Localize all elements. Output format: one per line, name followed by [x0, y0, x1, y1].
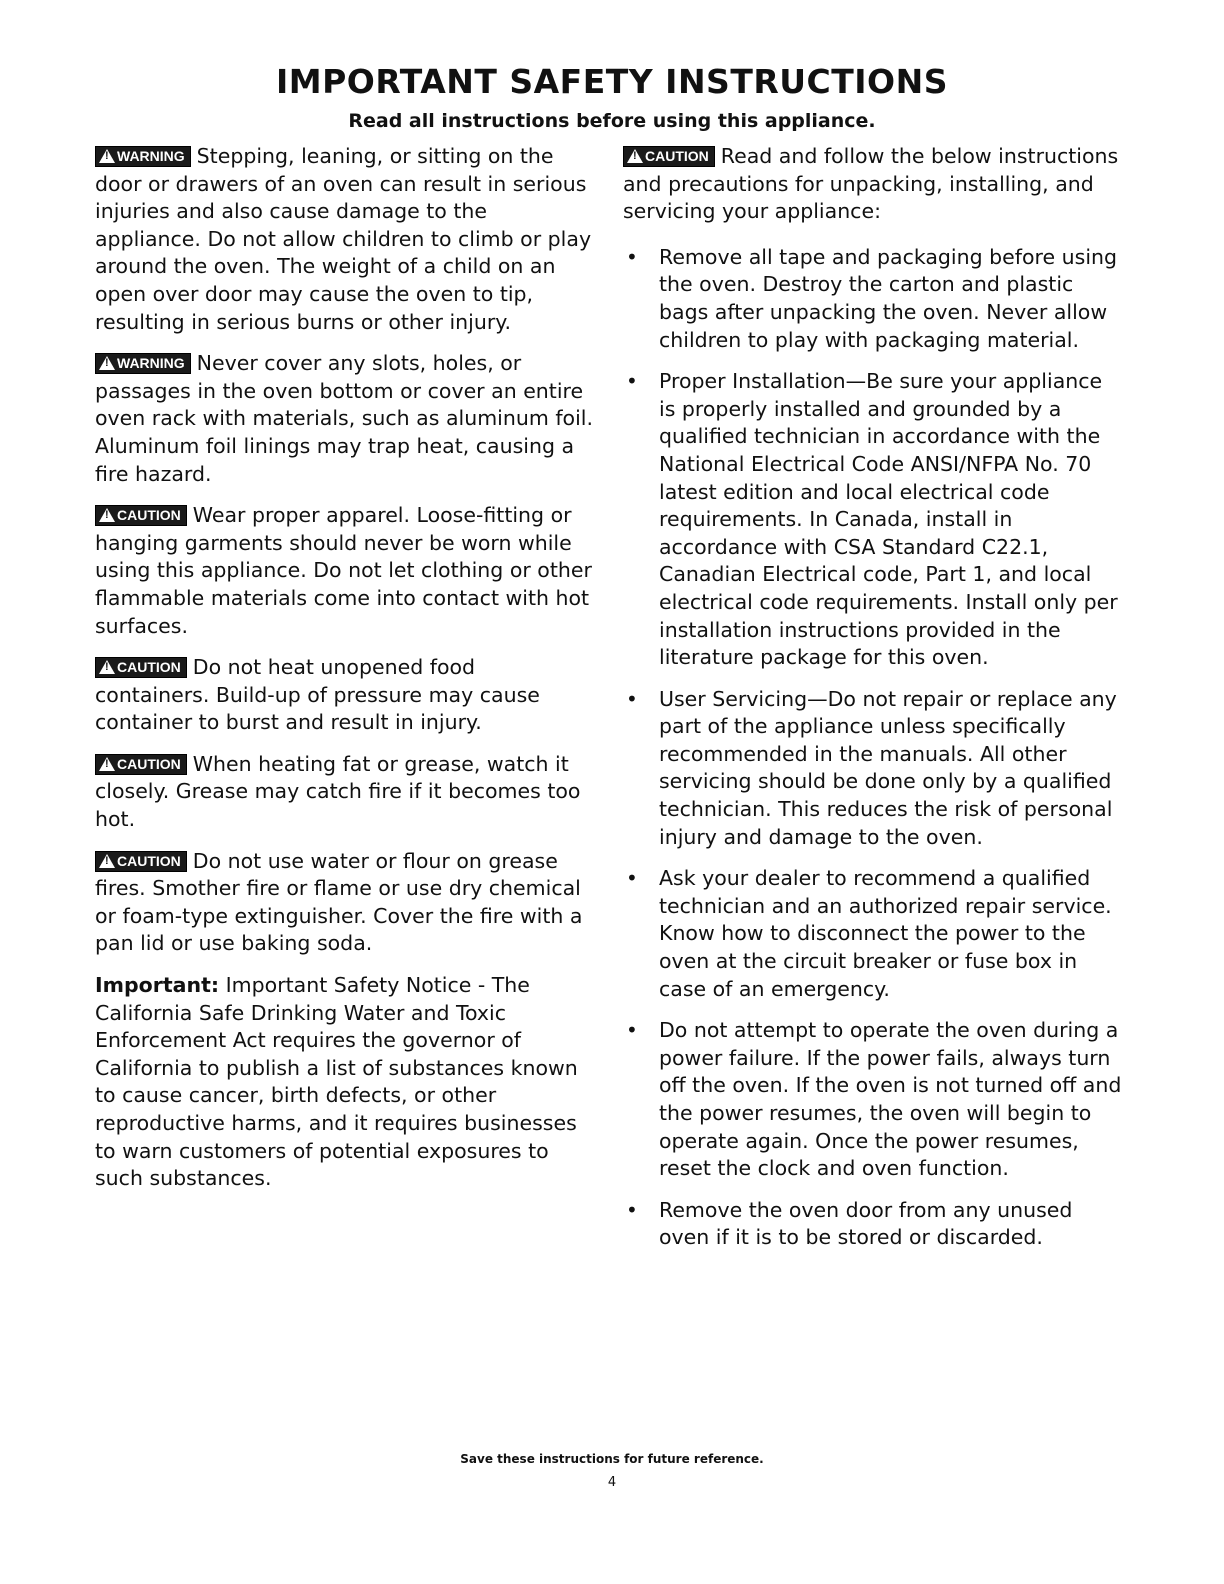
safety-item [95, 654, 595, 737]
warning-triangle-icon [627, 149, 643, 163]
important-text: Important Safety Notice - The California Safe Drinking Water and Toxic Enforcement Act requires the governor of California to publish a list of substances known to cause cancer, birth defects, or other reproductive harms, and it requires businesses to warn customers of potential exposures to such substances. [95, 973, 578, 1191]
page-number: 4 [607, 1475, 617, 1490]
warning-triangle-icon [99, 149, 115, 163]
safety-item [95, 502, 595, 640]
warning-triangle-icon [99, 508, 115, 522]
bullet-icon: • [626, 244, 638, 269]
warning-triangle-icon [99, 757, 115, 771]
list-item: • Remove the oven door from any unused oven if it is to be stored or discarded. [626, 1197, 1073, 1250]
safety-text: Wear proper apparel. Loose-fitting or hanging garments should never be worn while using this appliance. Do not let clothing or other flammable materials come into contact with hot surfaces. [95, 503, 592, 638]
caution-badge: !CAUTION [95, 657, 187, 678]
safety-text: Do not heat unopened food containers. Build-up of pressure may cause container to burst and result in injury. [95, 655, 540, 735]
warning-badge: !WARNING [95, 353, 191, 374]
safety-text: When heating fat or grease, watch it closely. Grease may catch fire if it becomes too hot. [95, 751, 581, 832]
caution-badge: !CAUTION [95, 505, 187, 526]
safety-item [95, 751, 595, 834]
important-label: Important: [95, 973, 220, 998]
caution-badge: !CAUTION [95, 851, 187, 872]
safety-item [95, 350, 595, 488]
important-notice [95, 972, 595, 1193]
bullet-icon: • [626, 369, 638, 394]
safety-item [95, 143, 595, 336]
footer-note: Save these instructions for future reference. [460, 1452, 764, 1466]
list-item: • Proper Installation—Be sure your appliance is properly installed and grounded by a qualified technician in accordance with the National Electrical Code ANSI/NFPA No. 70 latest edition and local electrical code requirements. In Canada, install in accordance with CSA Standard C22.1, Canadian Electrical code, Part 1, and local electrical code requirements. Install only per installation instructions provided in the literature package for this oven. [626, 369, 1118, 670]
list-item: • User Servicing—Do not repair or replace any part of the appliance unless specifically recommended in the manuals. All other servicing should be done only by a qualified technician. This reduces the risk of personal injury and damage to the oven. [626, 686, 1117, 849]
bullet-icon: • [626, 1018, 638, 1043]
page-title: IMPORTANT SAFETY INSTRUCTIONS [275, 62, 948, 101]
bullet-icon: • [626, 1197, 638, 1222]
warning-triangle-icon [99, 854, 115, 868]
safety-text: Do not use water or flour on grease fires. Smother fire or flame or use dry chemical or foam-type extinguisher. Cover the fire with a pan lid or use baking soda. [95, 848, 583, 956]
caution-badge: !CAUTION [95, 754, 187, 775]
precaution-list [623, 244, 1123, 1252]
list-item: • Do not attempt to operate the oven during a power failure. If the power fails, always turn off the oven. If the oven is not turned off and the power resumes, the oven will begin to operate again. Once the power resumes, reset the clock and oven function. [626, 1018, 1122, 1181]
bullet-icon: • [626, 686, 638, 711]
page-subtitle: Read all instructions before using this appliance. [348, 110, 876, 132]
left-column [95, 143, 595, 1207]
warning-triangle-icon [99, 660, 115, 674]
warning-badge: !WARNING [95, 146, 191, 167]
warning-triangle-icon [99, 356, 115, 370]
caution-intro-text: Read and follow the below instructions and precautions for unpacking, installing, and servicing your appliance: [623, 144, 1119, 224]
right-column [623, 143, 1123, 1266]
bullet-icon: • [626, 866, 638, 891]
caution-intro [623, 143, 1123, 226]
list-item: • Remove all tape and packaging before using the oven. Destroy the carton and plastic bags after unpacking the oven. Never allow children to play with packaging material. [626, 244, 1118, 352]
safety-item [95, 848, 595, 958]
safety-text: Stepping, leaning, or sitting on the door or drawers of an oven can result in serious injuries and also cause damage to the appliance. Do not allow children to climb or play around the oven. The weight of a child on an open over door may cause the oven to tip, resulting in serious burns or other injury. [95, 144, 592, 334]
caution-badge: !CAUTION [623, 146, 715, 167]
safety-text: Never cover any slots, holes, or passages in the oven bottom or cover an entire oven rack with materials, such as aluminum foil. Aluminum foil linings may trap heat, causing a fire hazard. [95, 351, 593, 486]
list-item: • Ask your dealer to recommend a qualified technician and an authorized repair service. Know how to disconnect the power to the oven at the circuit breaker or fuse box in case of an emergency. [626, 866, 1112, 1001]
